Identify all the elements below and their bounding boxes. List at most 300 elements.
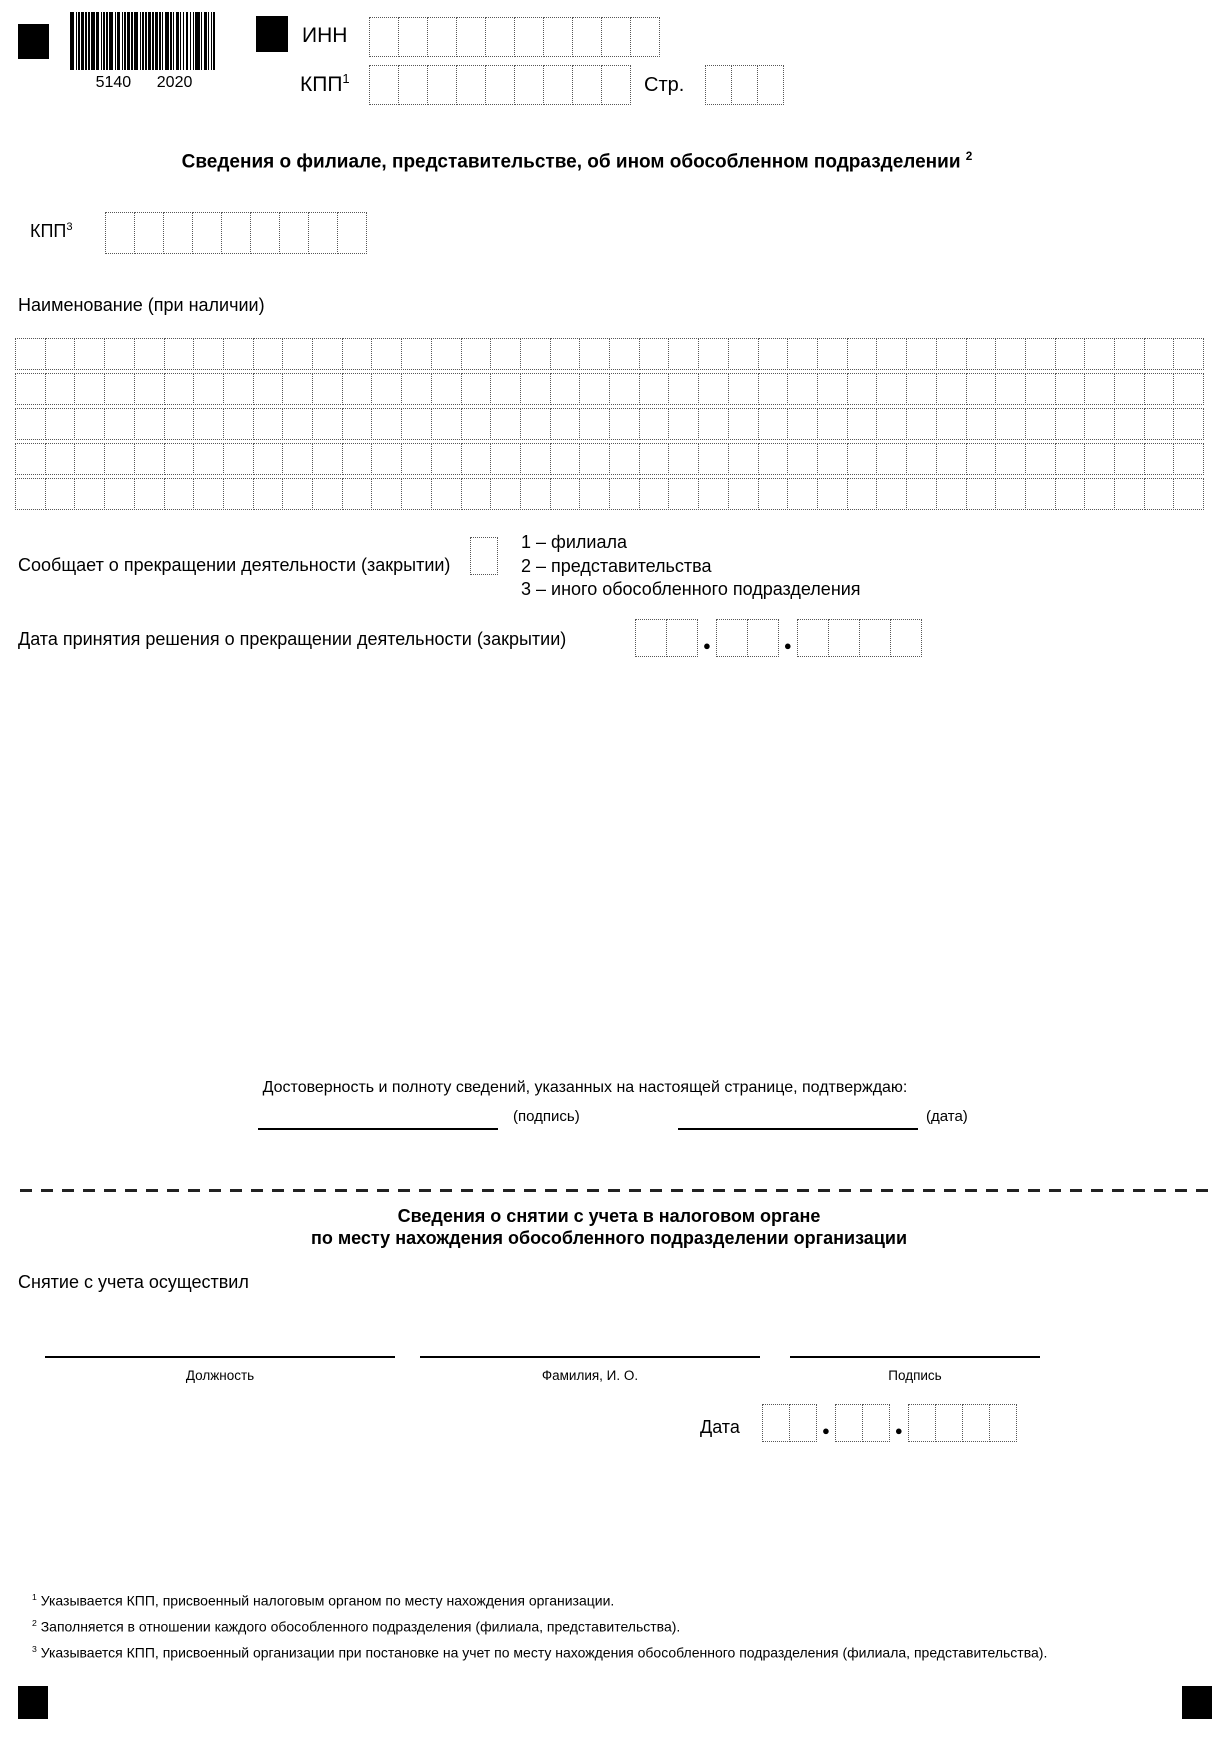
input-cell[interactable] <box>609 373 640 405</box>
position-line[interactable] <box>45 1356 395 1358</box>
input-cell[interactable] <box>1055 338 1086 370</box>
input-cell[interactable] <box>1055 478 1086 510</box>
input-cell[interactable] <box>342 338 373 370</box>
input-cell[interactable] <box>757 65 784 105</box>
input-cell[interactable] <box>579 443 610 475</box>
input-cell[interactable] <box>728 443 759 475</box>
input-cell[interactable] <box>1114 443 1145 475</box>
input-cell[interactable] <box>966 408 997 440</box>
input-cell[interactable] <box>601 65 631 105</box>
input-cell[interactable] <box>342 443 373 475</box>
input-cell[interactable] <box>876 443 907 475</box>
input-cell[interactable] <box>105 212 135 254</box>
input-cell[interactable] <box>282 443 313 475</box>
input-cell[interactable] <box>193 408 224 440</box>
input-cell[interactable] <box>579 478 610 510</box>
input-cell[interactable] <box>906 373 937 405</box>
input-cell[interactable] <box>758 478 789 510</box>
input-cell[interactable] <box>1084 443 1115 475</box>
input-cell[interactable] <box>485 17 515 57</box>
input-cell[interactable] <box>104 408 135 440</box>
input-cell[interactable] <box>936 408 967 440</box>
input-cell[interactable] <box>15 408 46 440</box>
input-cell[interactable] <box>74 373 105 405</box>
input-cell[interactable] <box>193 443 224 475</box>
input-cell[interactable] <box>45 443 76 475</box>
input-cell[interactable] <box>601 17 631 57</box>
input-cell[interactable] <box>828 619 860 657</box>
input-cell[interactable] <box>461 443 492 475</box>
barcode-bar <box>159 12 160 70</box>
input-cell[interactable] <box>401 443 432 475</box>
input-cell[interactable] <box>15 443 46 475</box>
input-cell[interactable] <box>74 408 105 440</box>
input-cell[interactable] <box>520 443 551 475</box>
input-cell[interactable] <box>572 65 602 105</box>
date-separator-dot: ● <box>703 638 711 653</box>
date-line[interactable] <box>678 1128 918 1130</box>
input-cell[interactable] <box>698 373 729 405</box>
date-separator-dot: ● <box>783 638 792 653</box>
input-cell[interactable] <box>847 408 878 440</box>
input-cell[interactable] <box>1114 408 1145 440</box>
input-cell[interactable] <box>485 65 515 105</box>
official-signature-label: Подпись <box>888 1368 942 1383</box>
input-cell[interactable] <box>193 338 224 370</box>
input-cell[interactable] <box>668 408 699 440</box>
input-cell[interactable] <box>936 478 967 510</box>
closure-option-3: 3 – иного обособленного подразделения <box>521 579 861 599</box>
input-cell[interactable] <box>15 373 46 405</box>
input-cell[interactable] <box>1025 478 1056 510</box>
input-cell[interactable] <box>192 212 222 254</box>
input-cell[interactable] <box>966 338 997 370</box>
input-cell[interactable] <box>282 478 313 510</box>
input-cell[interactable] <box>520 373 551 405</box>
input-cell[interactable] <box>966 478 997 510</box>
input-cell[interactable] <box>639 373 670 405</box>
input-cell[interactable] <box>427 65 457 105</box>
input-cell[interactable] <box>728 373 759 405</box>
input-cell[interactable] <box>520 478 551 510</box>
input-cell[interactable] <box>104 478 135 510</box>
input-cell[interactable] <box>995 443 1026 475</box>
input-cell[interactable] <box>461 338 492 370</box>
kpp3-field[interactable] <box>105 212 367 254</box>
input-cell[interactable] <box>639 478 670 510</box>
input-cell[interactable] <box>876 408 907 440</box>
input-cell[interactable] <box>369 17 399 57</box>
input-cell[interactable] <box>876 478 907 510</box>
input-cell[interactable] <box>639 443 670 475</box>
input-cell[interactable] <box>847 443 878 475</box>
input-cell[interactable] <box>936 373 967 405</box>
input-cell[interactable] <box>835 1404 863 1442</box>
input-cell[interactable] <box>514 65 544 105</box>
input-cell[interactable] <box>470 537 498 575</box>
input-cell[interactable] <box>609 338 640 370</box>
input-cell[interactable] <box>995 478 1026 510</box>
input-cell[interactable] <box>164 478 195 510</box>
input-cell[interactable] <box>906 408 937 440</box>
input-cell[interactable] <box>908 1404 936 1442</box>
barcode-bar <box>170 12 171 70</box>
date-paren-label: (дата) <box>926 1108 968 1125</box>
input-cell[interactable] <box>698 478 729 510</box>
input-cell[interactable] <box>134 478 165 510</box>
input-cell[interactable] <box>282 373 313 405</box>
input-cell[interactable] <box>514 17 544 57</box>
input-cell[interactable] <box>223 373 254 405</box>
input-cell[interactable] <box>74 443 105 475</box>
input-cell[interactable] <box>579 338 610 370</box>
input-cell[interactable] <box>609 408 640 440</box>
input-cell[interactable] <box>1025 408 1056 440</box>
input-cell[interactable] <box>401 408 432 440</box>
input-cell[interactable] <box>15 478 46 510</box>
input-cell[interactable] <box>134 373 165 405</box>
closure-option-2: 2 – представительства <box>521 555 712 576</box>
input-cell[interactable] <box>490 408 521 440</box>
footnote-2-text: Заполняется в отношении каждого обособленного подразделения (филиала, представительства). <box>40 1618 681 1635</box>
input-cell[interactable] <box>337 212 367 254</box>
input-cell[interactable] <box>312 408 343 440</box>
input-cell[interactable] <box>45 373 76 405</box>
inn-field[interactable] <box>369 17 660 57</box>
input-cell[interactable] <box>223 478 254 510</box>
barcode-bar <box>148 12 151 70</box>
name-field-grid[interactable] <box>15 338 1204 513</box>
input-cell[interactable] <box>371 443 402 475</box>
closure-label: Сообщает о прекращении деятельности (закрытии) <box>18 555 451 575</box>
input-cell[interactable] <box>45 408 76 440</box>
input-cell[interactable] <box>728 408 759 440</box>
input-cell[interactable] <box>134 443 165 475</box>
signature-line[interactable] <box>258 1128 498 1130</box>
tear-off-separator <box>20 1189 1208 1192</box>
input-cell[interactable] <box>1114 373 1145 405</box>
footnote-3-number: 3 <box>32 1644 37 1654</box>
input-cell[interactable] <box>164 408 195 440</box>
closure-type-checkbox[interactable] <box>470 537 498 575</box>
input-cell[interactable] <box>1055 373 1086 405</box>
input-cell[interactable] <box>859 619 891 657</box>
input-cell[interactable] <box>490 443 521 475</box>
input-cell[interactable] <box>787 478 818 510</box>
input-cell[interactable] <box>163 212 193 254</box>
input-cell[interactable] <box>817 408 848 440</box>
input-cell[interactable] <box>550 443 581 475</box>
input-cell[interactable] <box>1173 408 1204 440</box>
input-cell[interactable] <box>1173 373 1204 405</box>
input-cell[interactable] <box>401 478 432 510</box>
input-cell[interactable] <box>989 1404 1017 1442</box>
input-cell[interactable] <box>705 65 732 105</box>
input-cell[interactable] <box>758 443 789 475</box>
input-cell[interactable] <box>431 478 462 510</box>
input-cell[interactable] <box>762 1404 790 1442</box>
input-cell[interactable] <box>282 408 313 440</box>
input-cell[interactable] <box>698 443 729 475</box>
input-cell[interactable] <box>401 338 432 370</box>
input-cell[interactable] <box>876 338 907 370</box>
input-cell[interactable] <box>371 478 402 510</box>
input-cell[interactable] <box>716 619 748 657</box>
input-cell[interactable] <box>1144 338 1175 370</box>
input-cell[interactable] <box>342 373 373 405</box>
input-cell[interactable] <box>817 443 848 475</box>
barcode-bar <box>145 12 146 70</box>
input-cell[interactable] <box>1144 478 1175 510</box>
input-cell[interactable] <box>490 373 521 405</box>
input-cell[interactable] <box>104 338 135 370</box>
barcode-bar <box>142 12 143 70</box>
input-cell[interactable] <box>936 338 967 370</box>
name-grid-row <box>15 373 1204 405</box>
input-cell[interactable] <box>193 478 224 510</box>
input-cell[interactable] <box>312 373 343 405</box>
input-cell[interactable] <box>1144 373 1175 405</box>
input-cell[interactable] <box>668 338 699 370</box>
input-cell[interactable] <box>635 619 667 657</box>
input-cell[interactable] <box>787 338 818 370</box>
input-cell[interactable] <box>1114 338 1145 370</box>
input-cell[interactable] <box>936 443 967 475</box>
input-cell[interactable] <box>221 212 251 254</box>
barcode-bar <box>195 12 199 70</box>
name-grid-row <box>15 478 1204 510</box>
input-cell[interactable] <box>817 373 848 405</box>
input-cell[interactable] <box>890 619 922 657</box>
input-cell[interactable] <box>312 443 343 475</box>
input-cell[interactable] <box>1114 478 1145 510</box>
input-cell[interactable] <box>962 1404 990 1442</box>
input-cell[interactable] <box>817 478 848 510</box>
input-cell[interactable] <box>456 17 486 57</box>
barcode-bar <box>127 12 130 70</box>
input-cell[interactable] <box>371 408 402 440</box>
input-cell[interactable] <box>401 373 432 405</box>
input-cell[interactable] <box>282 338 313 370</box>
input-cell[interactable] <box>847 478 878 510</box>
page-number-field[interactable] <box>705 65 784 105</box>
input-cell[interactable] <box>193 373 224 405</box>
input-cell[interactable] <box>223 408 254 440</box>
input-cell[interactable] <box>876 373 907 405</box>
barcode-bar <box>103 12 104 70</box>
input-cell[interactable] <box>342 408 373 440</box>
input-cell[interactable] <box>431 373 462 405</box>
input-cell[interactable] <box>847 338 878 370</box>
section2-title-line1: Сведения о снятии с учета в налоговом органе <box>397 1206 821 1226</box>
input-cell[interactable] <box>74 478 105 510</box>
input-cell[interactable] <box>431 443 462 475</box>
barcode-bar <box>106 12 107 70</box>
barcode-bar <box>78 12 79 70</box>
input-cell[interactable] <box>935 1404 963 1442</box>
barcode-bar <box>109 12 113 70</box>
input-cell[interactable] <box>747 619 779 657</box>
input-cell[interactable] <box>520 338 551 370</box>
barcode-bar <box>124 12 125 70</box>
input-cell[interactable] <box>995 408 1026 440</box>
footnote-1-text: Указывается КПП, присвоенный налоговым органом по месту нахождения организации. <box>40 1592 615 1609</box>
input-cell[interactable] <box>550 373 581 405</box>
input-cell[interactable] <box>550 478 581 510</box>
kpp3-footnote-ref: 3 <box>66 221 73 233</box>
input-cell[interactable] <box>1025 373 1056 405</box>
input-cell[interactable] <box>1144 408 1175 440</box>
input-cell[interactable] <box>731 65 758 105</box>
input-cell[interactable] <box>995 338 1026 370</box>
input-cell[interactable] <box>1055 408 1086 440</box>
input-cell[interactable] <box>134 408 165 440</box>
input-cell[interactable] <box>253 478 284 510</box>
input-cell[interactable] <box>817 338 848 370</box>
input-cell[interactable] <box>797 619 829 657</box>
input-cell[interactable] <box>1025 338 1056 370</box>
input-cell[interactable] <box>668 443 699 475</box>
input-cell[interactable] <box>308 212 338 254</box>
decision-date-field[interactable] <box>635 619 922 657</box>
input-cell[interactable] <box>666 619 698 657</box>
input-cell[interactable] <box>728 478 759 510</box>
input-cell[interactable] <box>342 478 373 510</box>
input-cell[interactable] <box>966 443 997 475</box>
input-cell[interactable] <box>45 338 76 370</box>
input-cell[interactable] <box>371 338 402 370</box>
deregistration-date-field[interactable] <box>762 1404 1017 1442</box>
input-cell[interactable] <box>1173 443 1204 475</box>
input-cell[interactable] <box>906 443 937 475</box>
input-cell[interactable] <box>490 478 521 510</box>
input-cell[interactable] <box>995 373 1026 405</box>
input-cell[interactable] <box>1025 443 1056 475</box>
input-cell[interactable] <box>639 338 670 370</box>
input-cell[interactable] <box>698 408 729 440</box>
input-cell[interactable] <box>398 17 428 57</box>
input-cell[interactable] <box>668 478 699 510</box>
input-cell[interactable] <box>1084 408 1115 440</box>
input-cell[interactable] <box>1173 338 1204 370</box>
barcode-bar <box>122 12 123 70</box>
input-cell[interactable] <box>758 408 789 440</box>
input-cell[interactable] <box>789 1404 817 1442</box>
input-cell[interactable] <box>1084 338 1115 370</box>
input-cell[interactable] <box>787 443 818 475</box>
input-cell[interactable] <box>543 65 573 105</box>
input-cell[interactable] <box>253 443 284 475</box>
input-cell[interactable] <box>550 408 581 440</box>
name-initials-line[interactable] <box>420 1356 760 1358</box>
input-cell[interactable] <box>1084 478 1115 510</box>
input-cell[interactable] <box>579 373 610 405</box>
input-cell[interactable] <box>15 338 46 370</box>
input-cell[interactable] <box>104 373 135 405</box>
input-cell[interactable] <box>758 373 789 405</box>
input-cell[interactable] <box>134 338 165 370</box>
input-cell[interactable] <box>74 338 105 370</box>
deregistration-label: Снятие с учета осуществил <box>18 1272 249 1292</box>
input-cell[interactable] <box>253 338 284 370</box>
input-cell[interactable] <box>164 443 195 475</box>
input-cell[interactable] <box>698 338 729 370</box>
input-cell[interactable] <box>461 408 492 440</box>
input-cell[interactable] <box>45 478 76 510</box>
footnote-3 <box>32 1644 1047 1661</box>
input-cell[interactable] <box>862 1404 890 1442</box>
input-cell[interactable] <box>461 373 492 405</box>
input-cell[interactable] <box>456 65 486 105</box>
input-cell[interactable] <box>550 338 581 370</box>
input-cell[interactable] <box>398 65 428 105</box>
barcode-bar <box>101 12 102 70</box>
input-cell[interactable] <box>1173 478 1204 510</box>
input-cell[interactable] <box>431 408 462 440</box>
input-cell[interactable] <box>906 338 937 370</box>
official-signature-line[interactable] <box>790 1356 1040 1358</box>
input-cell[interactable] <box>572 17 602 57</box>
form-title-footnote-ref: 2 <box>965 150 973 163</box>
input-cell[interactable] <box>787 408 818 440</box>
input-cell[interactable] <box>758 338 789 370</box>
input-cell[interactable] <box>427 17 457 57</box>
form-title <box>0 150 1154 173</box>
input-cell[interactable] <box>223 338 254 370</box>
input-cell[interactable] <box>369 65 399 105</box>
input-cell[interactable] <box>164 338 195 370</box>
input-cell[interactable] <box>787 373 818 405</box>
registration-mark-bottom-left <box>18 1686 48 1719</box>
barcode-bar <box>96 12 99 70</box>
date-separator-dot: ● <box>894 1423 903 1438</box>
input-cell[interactable] <box>966 373 997 405</box>
input-cell[interactable] <box>253 373 284 405</box>
input-cell[interactable] <box>609 478 640 510</box>
input-cell[interactable] <box>630 17 660 57</box>
input-cell[interactable] <box>104 443 135 475</box>
input-cell[interactable] <box>1144 443 1175 475</box>
input-cell[interactable] <box>253 408 284 440</box>
input-cell[interactable] <box>312 478 343 510</box>
input-cell[interactable] <box>579 408 610 440</box>
input-cell[interactable] <box>728 338 759 370</box>
kpp-field[interactable] <box>369 65 631 105</box>
input-cell[interactable] <box>164 373 195 405</box>
input-cell[interactable] <box>1055 443 1086 475</box>
input-cell[interactable] <box>668 373 699 405</box>
input-cell[interactable] <box>134 212 164 254</box>
input-cell[interactable] <box>847 373 878 405</box>
input-cell[interactable] <box>906 478 937 510</box>
input-cell[interactable] <box>490 338 521 370</box>
input-cell[interactable] <box>371 373 402 405</box>
input-cell[interactable] <box>279 212 309 254</box>
date-group <box>908 1404 1017 1442</box>
input-cell[interactable] <box>639 408 670 440</box>
input-cell[interactable] <box>543 17 573 57</box>
input-cell[interactable] <box>520 408 551 440</box>
input-cell[interactable] <box>461 478 492 510</box>
input-cell[interactable] <box>1084 373 1115 405</box>
kpp3-label <box>30 221 73 242</box>
input-cell[interactable] <box>250 212 280 254</box>
input-cell[interactable] <box>223 443 254 475</box>
section2-title-line2: по месту нахождения обособленного подразделении организации <box>310 1228 908 1248</box>
input-cell[interactable] <box>312 338 343 370</box>
input-cell[interactable] <box>609 443 640 475</box>
input-cell[interactable] <box>431 338 462 370</box>
